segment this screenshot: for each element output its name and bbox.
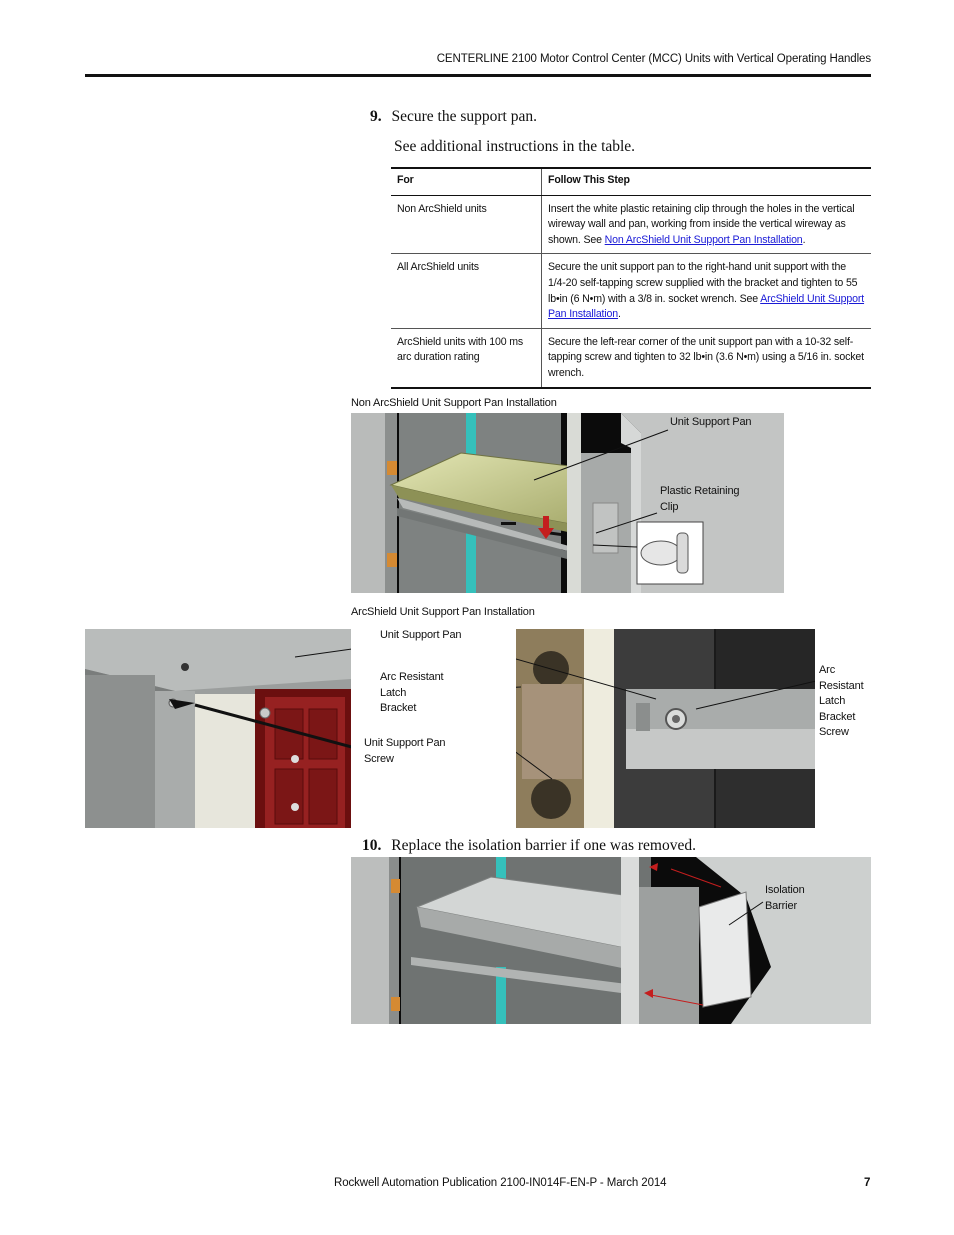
table-header-step: Follow This Step bbox=[542, 168, 872, 195]
callout-unit-support-pan-screw: Unit Support Pan Screw bbox=[364, 737, 446, 765]
step-text-end: . bbox=[618, 308, 621, 321]
running-header: CENTERLINE 2100 Motor Control Center (MCC) Units with Vertical Operating Handles bbox=[436, 53, 871, 65]
table-row bbox=[391, 254, 871, 328]
table-cell-for: ArcShield units with 100 ms arc duration rating bbox=[391, 328, 542, 387]
step-9-number: 9. bbox=[370, 108, 382, 125]
table-header-row bbox=[391, 168, 871, 195]
step-9 bbox=[370, 108, 537, 126]
figure-2-caption: ArcShield Unit Support Pan Installation bbox=[351, 606, 535, 618]
table-cell-for: Non ArcShield units bbox=[391, 195, 542, 254]
instructions-table bbox=[391, 167, 871, 389]
step-text: Secure the left-rear corner of the unit support pan with a 10-32 self-tapping screw and tighten to 32 lb•in (3.6 N•m) using a 5/16 in. socket wrench. bbox=[548, 335, 864, 379]
callout-isolation-barrier: Isolation Barrier bbox=[765, 884, 805, 912]
figure-1-caption: Non ArcShield Unit Support Pan Installation bbox=[351, 397, 557, 409]
step-9-note: See additional instructions in the table. bbox=[394, 138, 636, 155]
callout-arc-resistant-latch-bracket-screw: Arc Resistant Latch Bracket Screw bbox=[819, 664, 864, 738]
step-10-text: Replace the isolation barrier if one was removed. bbox=[391, 837, 696, 854]
table-cell-step bbox=[542, 254, 872, 328]
footer-publication: Rockwell Automation Publication 2100-IN014F-EN-P - March 2014 bbox=[334, 1177, 667, 1189]
figure-2-left-image bbox=[85, 629, 351, 828]
link-non-arcshield-figure[interactable]: Non ArcShield Unit Support Pan Installation bbox=[604, 233, 803, 246]
step-10 bbox=[362, 837, 696, 855]
figure-2-right-image bbox=[516, 629, 815, 828]
page-number: 7 bbox=[864, 1177, 871, 1189]
step-10-number: 10. bbox=[362, 837, 382, 854]
table-cell-step bbox=[542, 195, 872, 254]
table-row bbox=[391, 328, 871, 387]
step-text: Insert the white plastic retaining clip through the holes in the vertical wireway wall and pan, working from inside the vertical wireway as shown. See bbox=[548, 202, 855, 246]
callout-arc-resistant-latch-bracket: Arc Resistant Latch Bracket bbox=[380, 671, 444, 714]
step-text: Secure the unit support pan to the right-hand unit support with the 1/4-20 self-tapping screw supplied with the bracket and tighten to 55 lb•in (6 N•m) with a 3/8 in. socket wrench. See bbox=[548, 261, 858, 305]
callout-unit-support-pan: Unit Support Pan bbox=[670, 416, 752, 428]
step-9-text: Secure the support pan. bbox=[391, 108, 537, 125]
callout-plastic-retaining-clip: Plastic Retaining Clip bbox=[660, 485, 740, 513]
table-cell-step bbox=[542, 328, 872, 387]
header-rule bbox=[85, 74, 871, 77]
table-cell-for: All ArcShield units bbox=[391, 254, 542, 328]
step-text-end: . bbox=[802, 233, 806, 246]
table-header-for: For bbox=[391, 168, 542, 195]
callout-unit-support-pan-2: Unit Support Pan bbox=[380, 629, 462, 641]
link-arcshield-figure[interactable]: ArcShield Unit Support Pan Installation bbox=[548, 292, 865, 321]
table-row bbox=[391, 195, 871, 254]
